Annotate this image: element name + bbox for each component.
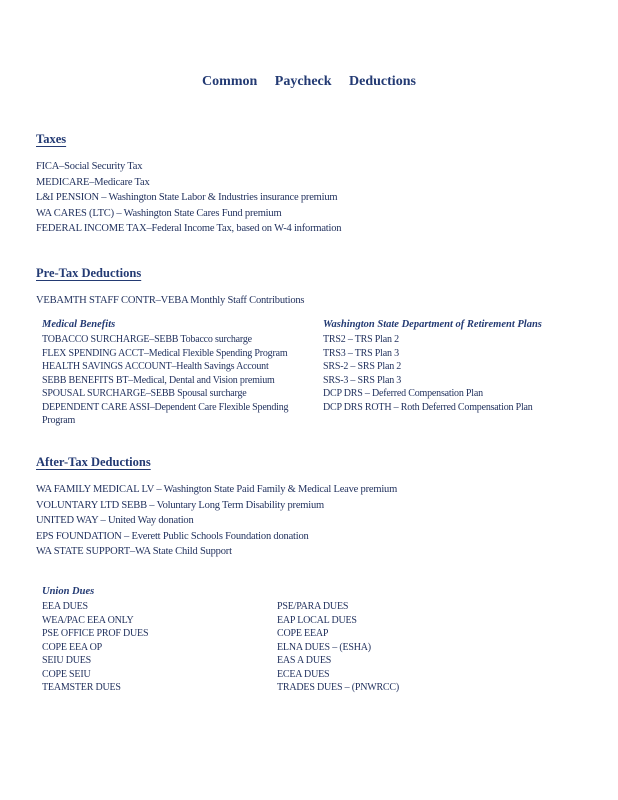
list-item: WEA/PAC EEA ONLY bbox=[42, 614, 134, 626]
list-item: EAP LOCAL DUES bbox=[277, 614, 357, 626]
list-item: SPOUSAL SURCHARGE–SEBB Spousal surcharge bbox=[42, 388, 247, 399]
aftertax-list bbox=[36, 482, 397, 560]
list-item: DCP DRS ROTH – Roth Deferred Compensation Plan bbox=[323, 401, 533, 413]
medical-benefits-list bbox=[42, 333, 288, 428]
list-item: WA FAMILY MEDICAL LV – Washington State Paid Family & Medical Leave premium bbox=[36, 484, 398, 495]
union-dues-left-list bbox=[42, 600, 148, 695]
list-item: EPS FOUNDATION – Everett Public Schools Foundation donation bbox=[36, 530, 309, 542]
list-item: ELNA DUES – (ESHA) bbox=[277, 641, 371, 653]
union-dues-right-list bbox=[277, 600, 399, 695]
medical-benefits-heading: Medical Benefits bbox=[42, 319, 116, 330]
list-item: TRADES DUES – (PNWRCC) bbox=[277, 682, 399, 693]
taxes-heading: Taxes bbox=[36, 132, 67, 146]
list-item: TEAMSTER DUES bbox=[42, 682, 121, 693]
list-item: SRS-2 – SRS Plan 2 bbox=[323, 361, 402, 372]
list-item: VOLUNTARY LTD SEBB – Voluntary Long Term Disability premium bbox=[36, 499, 325, 511]
list-item: COPE SEIU bbox=[42, 668, 91, 680]
list-item: PSE OFFICE PROF DUES bbox=[42, 628, 149, 639]
list-item: PSE/PARA DUES bbox=[277, 601, 349, 612]
list-item: SRS-3 – SRS Plan 3 bbox=[323, 374, 402, 386]
list-item: EAS A DUES bbox=[277, 655, 332, 666]
union-dues-heading: Union Dues bbox=[42, 586, 95, 597]
list-item: WA STATE SUPPORT–WA State Child Support bbox=[36, 546, 232, 557]
list-item: ECEA DUES bbox=[277, 668, 330, 680]
list-item: SEIU DUES bbox=[42, 655, 92, 666]
veba-line: VEBAMTH STAFF CONTR–VEBA Monthly Staff Contributions bbox=[36, 295, 305, 306]
list-item: FEDERAL INCOME TAX–Federal Income Tax, based on W-4 information bbox=[36, 223, 342, 234]
pretax-heading: Pre-Tax Deductions bbox=[36, 266, 142, 280]
retirement-plans-heading: Washington State Department of Retirement Plans bbox=[323, 319, 542, 330]
list-item: SEBB BENEFITS BT–Medical, Dental and Vision premium bbox=[42, 374, 275, 386]
list-item: Program bbox=[42, 415, 76, 426]
list-item: TRS3 – TRS Plan 3 bbox=[323, 347, 399, 359]
taxes-list bbox=[36, 159, 341, 237]
list-item: DEPENDENT CARE ASSI–Dependent Care Flexible Spending bbox=[42, 401, 289, 413]
page-title: Common Paycheck Deductions bbox=[202, 74, 416, 89]
list-item: FLEX SPENDING ACCT–Medical Flexible Spending Program bbox=[42, 347, 288, 359]
list-item: TOBACCO SURCHARGE–SEBB Tobacco surcharge bbox=[42, 334, 252, 345]
list-item: TRS2 – TRS Plan 2 bbox=[323, 334, 399, 345]
aftertax-heading: After-Tax Deductions bbox=[36, 455, 151, 469]
list-item: HEALTH SAVINGS ACCOUNT–Health Savings Account bbox=[42, 361, 269, 372]
list-item: L&I PENSION – Washington State Labor & Industries insurance premium bbox=[36, 192, 338, 203]
list-item: MEDICARE–Medicare Tax bbox=[36, 176, 150, 188]
list-item: COPE EEA OP bbox=[42, 641, 103, 653]
list-item: FICA–Social Security Tax bbox=[36, 161, 143, 172]
list-item: UNITED WAY – United Way donation bbox=[36, 515, 194, 526]
list-item: COPE EEAP bbox=[277, 628, 329, 639]
list-item: WA CARES (LTC) – Washington State Cares Fund premium bbox=[36, 207, 282, 219]
list-item: EEA DUES bbox=[42, 601, 88, 612]
retirement-plans-list bbox=[323, 333, 533, 414]
list-item: DCP DRS – Deferred Compensation Plan bbox=[323, 388, 483, 399]
